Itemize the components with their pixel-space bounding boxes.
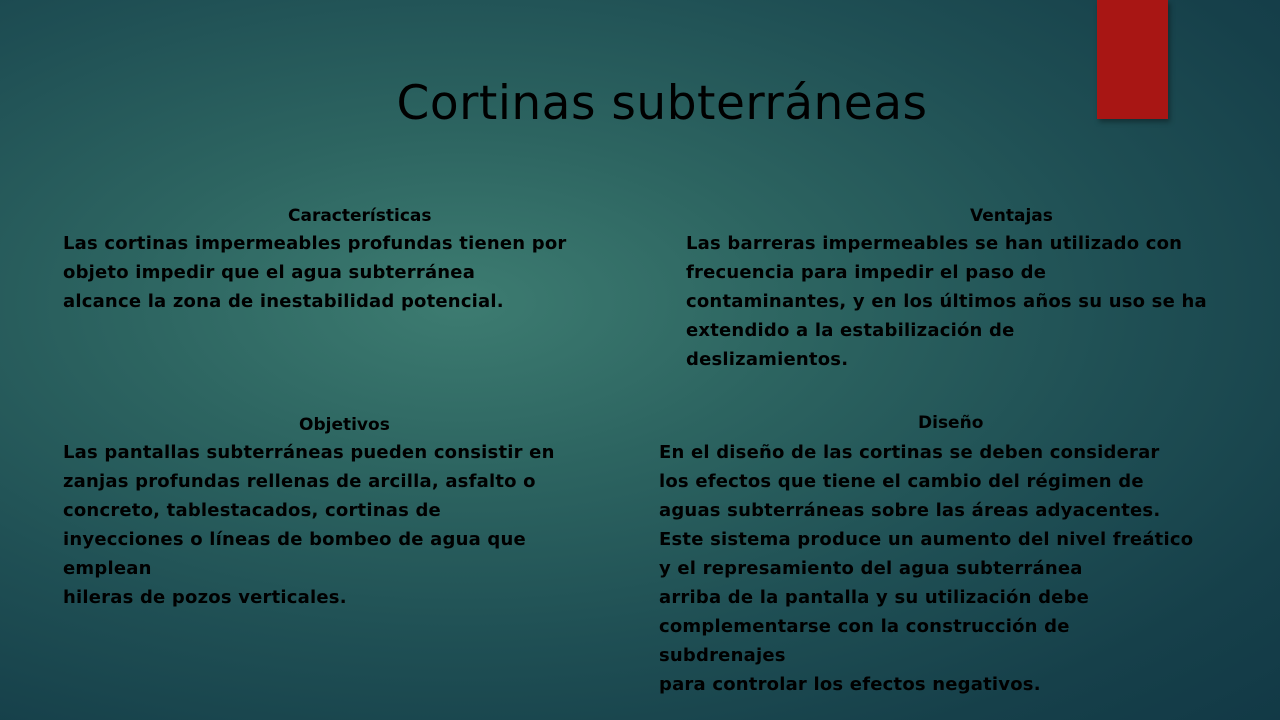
section-heading: Características [288,206,432,226]
text-line: y el represamiento del agua subterránea [659,558,1083,579]
text-line: subdrenajes [659,645,786,666]
text-line: aguas subterráneas sobre las áreas adyacentes. [659,500,1161,521]
text-line: Las pantallas subterráneas pueden consistir en [63,442,555,463]
text-line: frecuencia para impedir el paso de [686,262,1047,283]
section-body [63,438,555,612]
text-line: extendido a la estabilización de [686,320,1015,341]
text-line: arriba de la pantalla y su utilización debe [659,587,1090,608]
text-line: objeto impedir que el agua subterránea [63,262,476,283]
text-line: alcance la zona de inestabilidad potencial. [63,291,504,312]
section-body [659,438,1193,699]
section-body [686,229,1207,374]
section-heading: Ventajas [970,206,1053,226]
text-line: emplean [63,558,152,579]
text-line: concreto, tablestacados, cortinas de [63,500,441,521]
section-heading: Objetivos [299,415,390,435]
text-line: hileras de pozos verticales. [63,587,347,608]
text-line: los efectos que tiene el cambio del régimen de [659,471,1144,492]
slide-title: Cortinas subterráneas [396,76,928,131]
text-line: inyecciones o líneas de bombeo de agua que [63,529,526,550]
text-line: deslizamientos. [686,349,849,370]
text-line: complementarse con la construcción de [659,616,1070,637]
text-line: En el diseño de las cortinas se deben considerar [659,442,1160,463]
text-line: zanjas profundas rellenas de arcilla, asfalto o [63,471,536,492]
section-heading: Diseño [918,413,984,433]
section-body [63,229,567,316]
text-line: contaminantes, y en los últimos años su uso se ha [686,291,1207,312]
text-line: Las barreras impermeables se han utilizado con [686,233,1183,254]
text-line: Las cortinas impermeables profundas tienen por [63,233,567,254]
text-line: para controlar los efectos negativos. [659,674,1041,695]
text-line: Este sistema produce un aumento del nivel freático [659,529,1194,550]
